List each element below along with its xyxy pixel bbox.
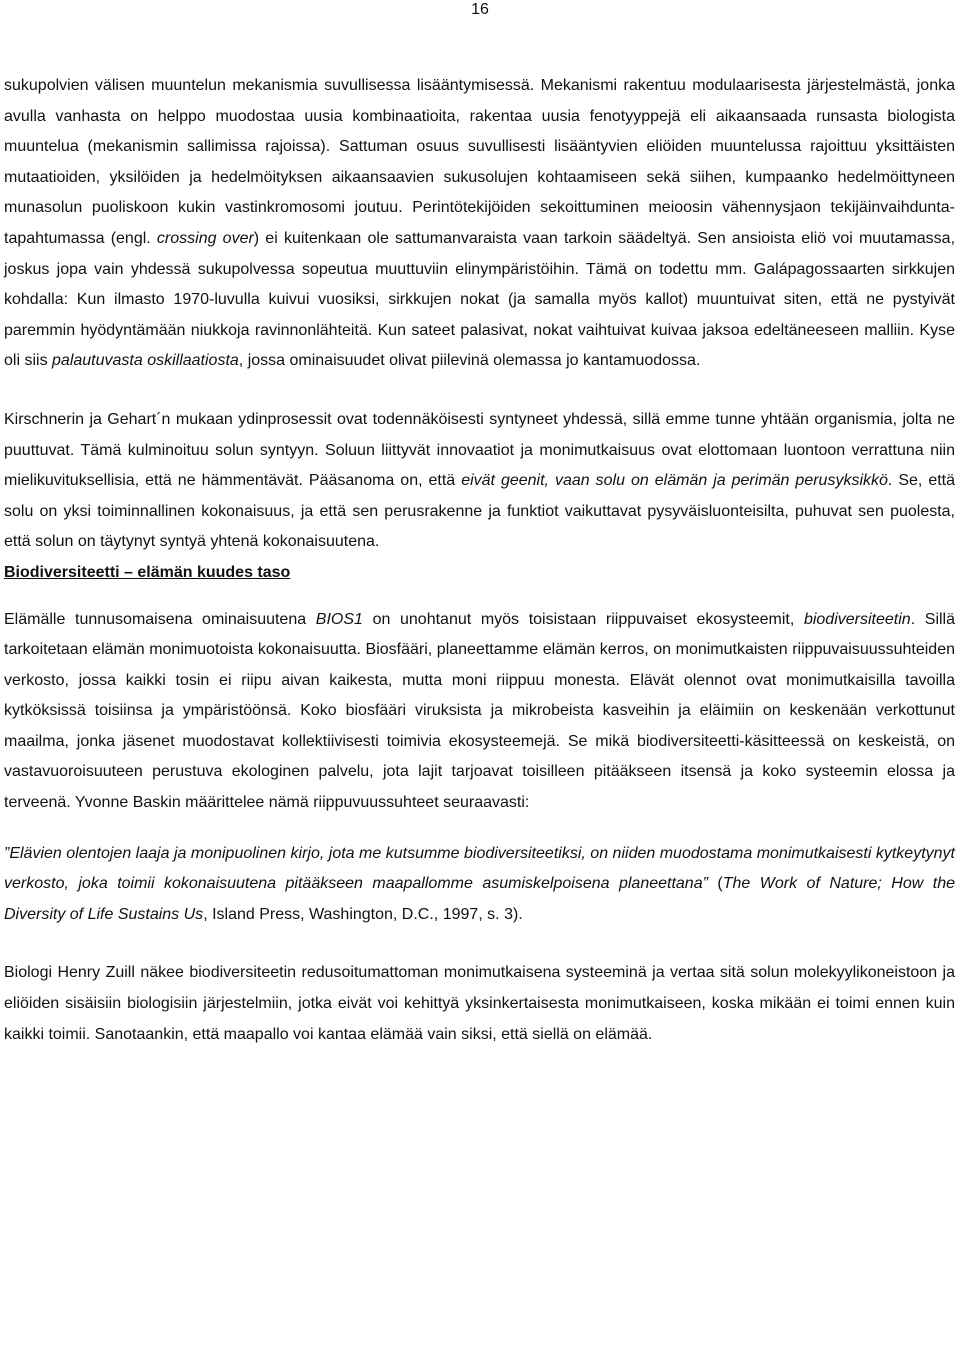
paragraph-kirschner <box>4 405 955 558</box>
section-biodiversity <box>4 558 955 1050</box>
term-crossing-over: crossing over <box>156 229 254 247</box>
paragraph-text: Biologi Henry Zuill näkee biodiversiteetin redusoitumattoman monimutkaisena systeeminä ja vertaa sitä solun molekyylikoneistoon ja eliöiden sisäisiin biologisiin järjestelmiin, jotka eivät voi kehittyä yksinkertaisesta monimutkaiseen, koska mikään ei toimi ennen kuin kaikki toimii. Sanotaankin, että maapallo voi kantaa elämää vain siksi, että siellä on elämää. <box>4 964 955 1043</box>
paragraph-zuill <box>4 958 955 1050</box>
emphasis-cell: eivät geenit, vaan solu on elämän ja perimän perusyksikkö <box>461 472 888 490</box>
term-oscillation: palautuvasta oskillaatiosta <box>52 352 239 370</box>
emphasis-bios1: BIOS1 <box>315 610 363 628</box>
paragraph-text: . Se, että solu on yksi toiminnallinen kokonaisuus, ja että sen perusrakenne ja funktiot vaikuttavat pysyväisluonteisilta, puhuvat sen puolesta, että solun on täytynyt syntyä yhtenä kokonaisuutena. <box>4 472 956 551</box>
section-heading: Biodiversiteetti – elämän kuudes taso <box>4 563 291 581</box>
paragraph-text: ) ei kuitenkaan ole sattumanvaraista vaan tarkoin säädeltyä. Sen ansioista eliö voi muutamassa, joskus jopa vain yhdessä sukupolvessa sopeutua muuttuviin elinympäristöihin. Tämä on todettu mm. Galápagossaarten sirkkujen kohdalla: Kun ilmasto 1970-luvulla kuivui vuosiksi, sirkkujen nokat (ja samalla myös kallot) muuntuivat siten, että ne pystyivät paremmin hyödyntämään niukkoja ravinnonlähteitä. Kun sateet palasivat, nokat vaihtuivat kuivaa jaksoa edeltäneeseen malliin. Kyse oli siis <box>4 229 956 370</box>
paragraph-text: sukupolvien välisen muuntelun mekanismia suvullisessa lisääntymisessä. Mekanismi rakentuu modulaarisesta järjestelmästä, jonka avulla vanhasta on helppo muodostaa uusia kombinaatioita, rakentaa uusia fenotyyppejä eli aikaansaada runsasta biologista muuntelua (mekanismin sallimissa rajoissa). <box>4 77 955 156</box>
paragraph-text: Sattuman osuus suvullisesti lisääntyvien eliöiden muuntelussa rajoittuu yksittäisten mutaatioiden, yksilöiden ja hedelmöityksen aikaansaavien sukusolujen kohtaamiseen sekä siihen, kumpaanko hedelmöittyneen munasolun puoliskoon kukin vastinkromosomi joutuu. Perintötekijöiden sekoittuminen meioosin vähennysjaon tekijäinvaihdunta-tapahtumassa (engl. <box>4 138 955 247</box>
paragraph-text: Elämälle tunnusomaisena ominaisuutena <box>4 610 316 628</box>
paragraph-biodiversity <box>4 605 955 819</box>
paragraph-text: . Sillä tarkoitetaan elämän monimuotoista kokonaisuutta. Biosfääri, planeettamme elämän kerros, on monimutkaisten riippuvaisuussuhteiden verkosto, jossa kaikki tosin ei riipu aivan kaikesta, mutta moni riippuu monesta. Elävät olennot ovat monimutkaisilla tavoilla kytköksissä toisiinsa ja ympäristöönsä. Koko biosfääri viruksista ja mikrobeista kasveihin ja eläimiin on keskenään verkottunut maailma, jonka jäsenet muodostavat kollektiivisesti toimivia ekosysteemejä. Se mikä biodiversiteetti-käsitteessä on keskeistä, on vastavuoroisuuteen perustuva ekologinen palvelu, jota lajit tarjoavat toisilleen pitääkseen itsensä ja koko systeemin elossa ja terveenä. Yvonne Baskin määrittelee nämä riippuvuussuhteet seuraavasti: <box>4 610 956 812</box>
page-number: 16 <box>471 1 489 18</box>
paragraph-text: , jossa ominaisuudet olivat piilevinä olemassa jo kantamuodossa. <box>238 352 701 370</box>
paragraph-text: Kirschnerin ja Gehart´n mukaan ydinprosessit ovat todennäköisesti syntyneet yhdessä, sillä emme tunne yhtään organismia, jolta ne puuttuvat. Tämä kulminoituu solun syntyyn. Soluun liittyvät innovaatiot ja monimutkaisuus ovat elottomaan luontoon verrattuna niin mielikuvituksellisia, että ne hämmentävät. Pääsanoma on, että <box>4 410 955 490</box>
quote-book-title: The Work of Nature; How the Diversity of Life Sustains Us <box>4 875 955 923</box>
paragraph-text: on unohtanut myös toisistaan riippuvaiset ekosysteemit, <box>362 610 804 628</box>
block-quote <box>4 839 955 931</box>
emphasis-biodiversity: biodiversiteetin <box>803 610 911 628</box>
quote-citation: , Island Press, Washington, D.C., 1997, s. 3). <box>203 905 523 923</box>
paragraph-mechanism <box>4 71 955 377</box>
document-body <box>4 71 955 1050</box>
quote-text: ”Elävien olentojen laaja ja monipuolinen kirjo, jota me kutsumme biodiversiteetiksi, on niiden muodostama monimutkaisesti kytkeytynyt verkosto, joka toimii kokonaisuutena pitääkseen maapallomme asumiskelpoisena planeettana” <box>4 844 955 893</box>
quote-text: ( <box>707 875 723 893</box>
